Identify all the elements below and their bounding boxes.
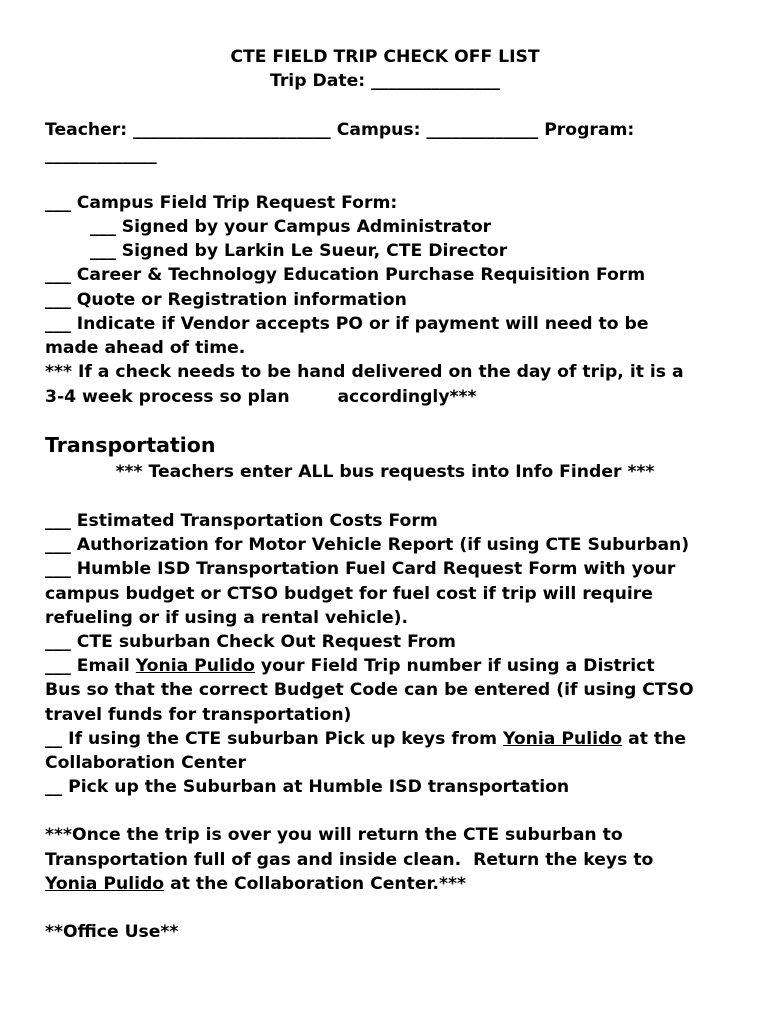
item-quote: ___ Quote or Registration information (45, 290, 407, 310)
item-keys-line-2: Collaboration Center (45, 753, 246, 773)
email-prefix: ___ Email (45, 656, 136, 676)
transportation-heading: Transportation (45, 433, 216, 457)
item-vendor-line-2: made ahead of time. (45, 338, 246, 358)
closing-line-3-suffix: at the Collaboration Center.*** (164, 874, 467, 894)
item-email-line-3: travel funds for transportation) (45, 705, 352, 725)
office-use-label: **Office Use** (45, 922, 179, 942)
item-fuel-line-1: ___ Humble ISD Transportation Fuel Card Request Form with your (45, 559, 676, 579)
closing-line-1: ***Once the trip is over you will return the CTE suburban to (45, 825, 623, 845)
item-checkout-request: ___ CTE suburban Check Out Request From (45, 632, 456, 652)
transportation-note: *** Teachers enter ALL bus requests into Info Finder *** (115, 462, 655, 482)
keys-suffix: at the (622, 729, 687, 749)
item-fuel-line-2: campus budget or CTSO budget for fuel cost if trip will require (45, 584, 653, 604)
check-note-line-2: 3-4 week process so plan accordingly*** (45, 387, 477, 407)
item-authorization: ___ Authorization for Motor Vehicle Report (if using CTE Suburban) (45, 535, 690, 555)
keys-prefix: __ If using the CTE suburban Pick up keys from (45, 729, 503, 749)
item-signed-admin: ___ Signed by your Campus Administrator (90, 217, 492, 237)
item-campus-request: ___ Campus Field Trip Request Form: (45, 193, 398, 213)
closing-line-2: Transportation full of gas and inside clean. Return the keys to (45, 850, 654, 870)
teacher-campus-program-line: Teacher: _______________________ Campus: _____________ Program: (45, 120, 635, 140)
item-email-line-2: Bus so that the correct Budget Code can be entered (if using CTSO (45, 680, 694, 700)
closing-line-3 (45, 872, 466, 896)
contact-name-link[interactable]: Yonia Pulido (45, 874, 165, 894)
item-keys-line-1 (45, 727, 686, 751)
check-note-line-1: *** If a check needs to be hand delivered on the day of trip, it is a (45, 362, 684, 382)
item-fuel-line-3: refueling or if using a rental vehicle). (45, 608, 409, 628)
contact-name-link[interactable]: Yonia Pulido (135, 656, 255, 676)
contact-name-link[interactable]: Yonia Pulido (502, 729, 623, 749)
item-vendor-line-1: ___ Indicate if Vendor accepts PO or if payment will need to be (45, 314, 649, 334)
item-purchase-requisition: ___ Career & Technology Education Purchase Requisition Form (45, 265, 646, 285)
trip-date-line: Trip Date: _______________ (270, 71, 500, 91)
email-suffix: your Field Trip number if using a District (254, 656, 655, 676)
item-pickup: __ Pick up the Suburban at Humble ISD transportation (45, 777, 570, 797)
item-email-line-1 (45, 654, 655, 678)
program-blank: _____________ (45, 145, 157, 165)
document-title: CTE FIELD TRIP CHECK OFF LIST (230, 47, 540, 67)
item-signed-director: ___ Signed by Larkin Le Sueur, CTE Director (90, 241, 508, 261)
item-est-costs: ___ Estimated Transportation Costs Form (45, 511, 438, 531)
